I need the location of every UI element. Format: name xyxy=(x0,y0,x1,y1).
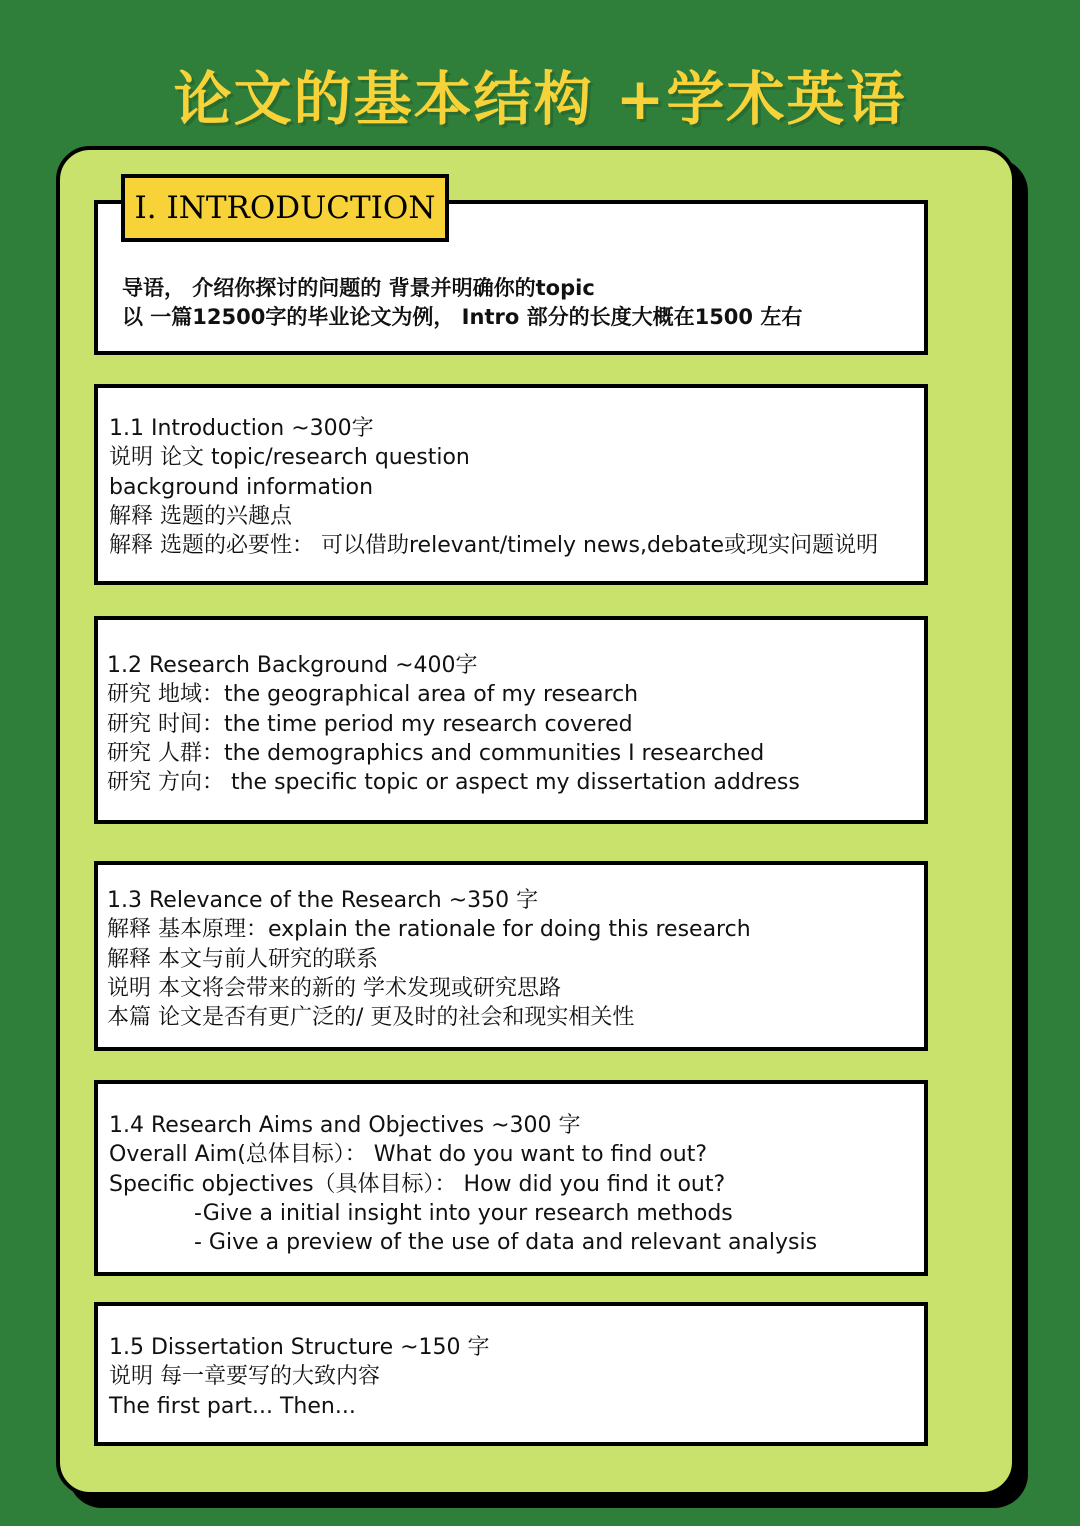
card-line: 说明 论文 topic/research question xyxy=(109,445,470,471)
card-line: 解释 选题的必要性： 可以借助relevant/timely news,debate或现实问题说明 xyxy=(109,533,879,559)
section-card-1-1 xyxy=(94,384,928,585)
card-line: 解释 选题的兴趣点 xyxy=(109,503,292,529)
intro-line: 以 一篇12500字的毕业论文为例， Intro 部分的长度大概在1500 左右 xyxy=(122,305,803,330)
section-card-1-5 xyxy=(94,1302,928,1446)
card-line: 1.2 Research Background ~400字 xyxy=(107,653,478,678)
card-line: 1.3 Relevance of the Research ~350 字 xyxy=(107,888,539,913)
section-card-1-2 xyxy=(94,616,928,824)
card-line: 解释 基本原理：explain the rationale for doing this research xyxy=(107,917,751,943)
card-line: 本篇 论文是否有更广泛的/ 更及时的社会和现实相关性 xyxy=(107,1005,635,1031)
card-line: 说明 每一章要写的大致内容 xyxy=(109,1364,380,1390)
card-line: -Give a initial insight into your research methods xyxy=(194,1200,733,1226)
card-line: Specific objectives（具体目标）： How did you find it out? xyxy=(109,1171,726,1197)
card-line: 1.1 Introduction ~300字 xyxy=(109,416,374,441)
card-line: Overall Aim(总体目标）： What do you want to find out? xyxy=(109,1142,707,1168)
card-line: 1.4 Research Aims and Objectives ~300 字 xyxy=(109,1113,581,1138)
intro-line: 导语， 介绍你探讨的问题的 背景并明确你的topic xyxy=(122,276,595,300)
page-title: 论文的基本结构 +学术英语 xyxy=(173,65,907,133)
card-line: The first part... Then... xyxy=(109,1393,356,1419)
card-line: 说明 本文将会带来的新的 学术发现或研究思路 xyxy=(107,975,561,1001)
card-line: 1.5 Dissertation Structure ~150 字 xyxy=(109,1335,490,1360)
section-label: I. INTRODUCTION xyxy=(121,174,449,242)
card-line: background information xyxy=(109,474,374,500)
section-card-1-4 xyxy=(94,1080,928,1276)
card-line: 研究 地域：the geographical area of my research xyxy=(107,682,639,708)
section-card-1-3 xyxy=(94,861,928,1051)
card-line: 解释 本文与前人研究的联系 xyxy=(107,946,378,972)
card-line: - Give a preview of the use of data and relevant analysis xyxy=(194,1230,818,1256)
card-line: 研究 时间：the time period my research covered xyxy=(107,711,633,737)
card-line: 研究 人群：the demographics and communities I researched xyxy=(107,740,765,766)
card-line: 研究 方向： the specific topic or aspect my dissertation address xyxy=(107,770,800,796)
